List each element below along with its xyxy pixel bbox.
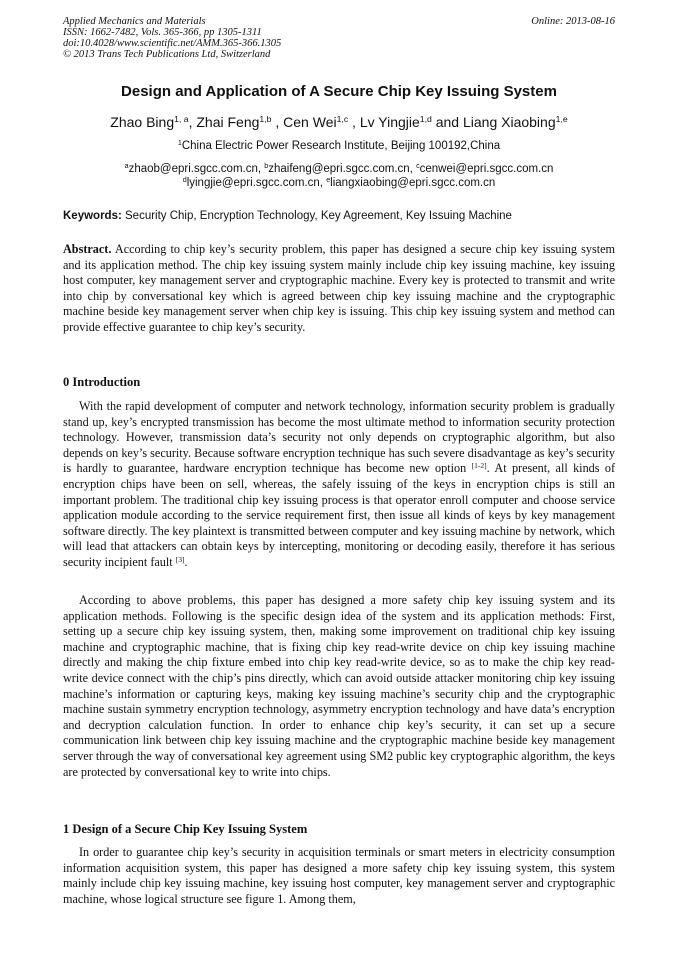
email-line-2 <box>0 176 678 190</box>
author-name: Cen Wei <box>283 114 337 130</box>
abstract <box>63 242 615 336</box>
citation-ref[interactable]: [3] <box>175 554 185 564</box>
citation-ref[interactable]: [1-2] <box>471 461 487 471</box>
email-a[interactable]: zhaob@epri.sgcc.com.cn, <box>128 163 262 175</box>
author-sup: 1,d <box>419 114 432 125</box>
author-name: Zhao Bing <box>110 114 175 130</box>
intro-text: . At present, all kinds of encryption chips have been on sell, whereas, the safely issuing of the keys in encryption chips is still an important problem. The traditional chip key issuing process is that operator enroll computer and choose service application module according to the service requirement first, then issue all kinds of keys by key management software directly. The key plaintext is transmitted between computer and key issuing machine by network, which will lead that attackers can obtain keys by intercepting, monitoring or decoding easily, therefore it has serious security incipient fault <box>63 461 616 569</box>
issn-line: ISSN: 1662-7482, Vols. 365-366, pp 1305-1311 <box>63 27 262 38</box>
abstract-text: According to chip key’s security problem, this paper has designed a secure chip key issuing system and its application method. The chip key issuing system mainly include chip key issuing machine, key issuing host computer, key management server and cryptographic machine. Every key is protected to transmit and write into chip by conversational key which is agreed between chip key issuing machine and the cryptographic machine beside key management server when chip key is issuing. This chip key issuing system and method can provide effective guarantee to chip key’s security. <box>63 242 616 334</box>
affiliation-text: China Electric Power Research Institute, Beijing 100192,China <box>181 140 501 152</box>
author-name: Zhai Feng <box>196 114 260 130</box>
author-list <box>0 114 678 130</box>
doi-line: doi:10.4028/www.scientific.net/AMM.365-366.1305 <box>63 38 282 49</box>
author-sup: 1, a <box>174 114 189 125</box>
email-d[interactable]: lyingjie@epri.sgcc.com.cn, <box>186 177 323 189</box>
author-sep: , <box>271 114 284 130</box>
email-sup: d <box>182 176 187 185</box>
author-name: Lv Yingjie <box>359 114 420 130</box>
online-date: Online: 2013-08-16 <box>531 16 615 27</box>
email-sup: c <box>416 162 420 171</box>
keywords-text: Security Chip, Encryption Technology, Key Agreement, Key Issuing Machine <box>125 210 512 222</box>
intro-paragraph-1 <box>63 399 615 571</box>
email-sup: e <box>326 176 331 185</box>
email-b[interactable]: zhaifeng@epri.sgcc.com.cn, <box>268 163 413 175</box>
intro-text: . <box>184 554 188 569</box>
email-block <box>0 162 678 190</box>
author-sep: , <box>348 114 360 130</box>
email-c[interactable]: cenwei@epri.sgcc.com.cn <box>419 163 554 175</box>
email-line-1 <box>0 162 678 176</box>
design-paragraph-1: In order to guarantee chip key’s security in acquisition terminals or smart meters in electricity consumption information acquisition system, this paper has designed a more safety chip key issuing system, this system mainly include chip key issuing machine, key issuing host computer, key management server and cryptographic machine, whose logical structure see figure 1. Among them, <box>63 845 615 906</box>
intro-text: With the rapid development of computer and network technology, information security problem is gradually stand up, key’s encrypted transmission has become the most ultimate method to information security protection technology. However, transmission data’s security not only depends on cryptographic algorithm, but also depends on key’s security. Because software encryption technique has such severe disadvantage as key’s security is hardly to guarantee, hardware encryption technique has become new option <box>63 399 615 476</box>
email-sup: a <box>124 162 129 171</box>
section-heading-introduction: 0 Introduction <box>63 375 141 389</box>
keywords <box>63 210 615 222</box>
affiliation-sup: 1 <box>177 139 182 148</box>
author-sup: 1,e <box>555 114 568 125</box>
journal-header <box>63 16 281 60</box>
journal-name: Applied Mechanics and Materials <box>63 16 206 27</box>
email-sup: b <box>264 162 269 171</box>
author-sep: , <box>188 114 197 130</box>
affiliation <box>0 140 678 152</box>
author-sep: and <box>431 114 463 130</box>
author-sup: 1,b <box>259 114 272 125</box>
keywords-label: Keywords: <box>63 210 122 222</box>
author-name: Liang Xiaobing <box>462 114 556 130</box>
section-heading-design: 1 Design of a Secure Chip Key Issuing System <box>63 822 308 836</box>
author-sup: 1,c <box>336 114 349 125</box>
intro-paragraph-2: According to above problems, this paper has designed a more safety chip key issuing system and its application methods. Following is the specific design idea of the system and its application methods: First, setting up a secure chip key issuing system, then, making some improvement on traditional chip key issuing machine and cryptographic machine, that is fixing chip key read-write device on chip key issuing machine directly and making the chip fixture embed into chip key read-write device, so as to make the chip key read-write device connect with the chip’s pins directly, which can avoid outside attacker monitoring chip key issuing machine’s information or capturing keys, making key issuing machine’s security chip and the cryptographic machine sustain symmetry encryption technology, asymmetry encryption technology and have data’s encryption and decryption calculation function. In order to enhance chip key’s security, it can set up a secure communication link between chip key issuing machine and the cryptographic machine beside key management server through the way of conversational key agreement using SM2 public key cryptographic algorithm, the keys are protected by conversational key to write into chips. <box>63 593 615 779</box>
copyright-line: © 2013 Trans Tech Publications Ltd, Switzerland <box>63 49 271 60</box>
paper-title: Design and Application of A Secure Chip Key Issuing System <box>121 83 557 100</box>
email-e[interactable]: liangxiaobing@epri.sgcc.com.cn <box>330 177 496 189</box>
abstract-label: Abstract. <box>63 242 112 256</box>
